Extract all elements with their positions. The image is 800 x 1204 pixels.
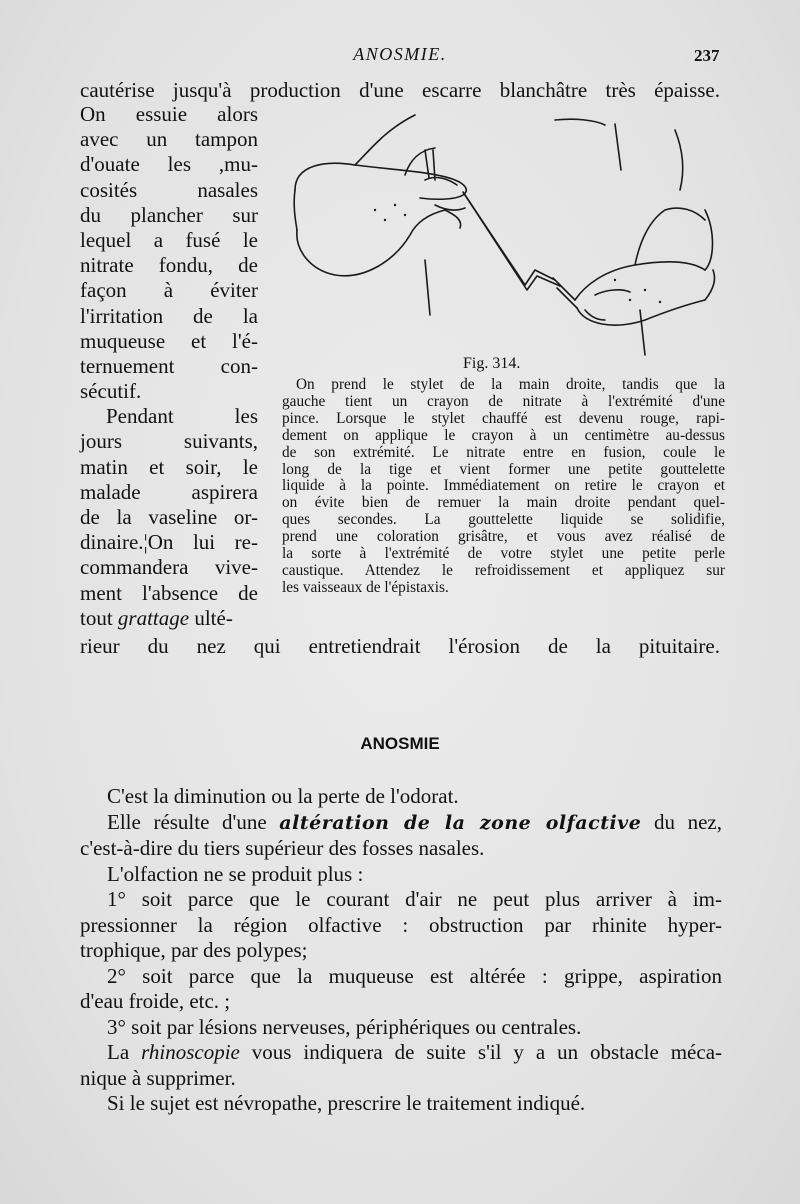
paragraph-line: Si le sujet est névropathe, prescrire le traitement indiqué. (107, 1091, 586, 1115)
italic-term: rhinoscopie (141, 1040, 240, 1064)
left-line: malade aspirera (80, 479, 258, 504)
paragraph-line: 1° soit parce que le courant d'air ne peut plus arriver à im- (107, 887, 722, 911)
text-line-top: cautérise jusqu'à production d'une escarre blanchâtre très épaisse. (80, 78, 720, 102)
paragraph-line (80, 810, 722, 837)
section-body (80, 784, 722, 1117)
paragraph-line: pressionner la région olfactive : obstruction par rhinite hyper- (80, 912, 722, 937)
left-line: du plancher sur (80, 202, 258, 227)
caption-line: dement on applique le crayon à un centimètre au-dessus (282, 426, 725, 444)
caption-line: ques secondes. La gouttelette liquide se solidifie, (282, 511, 725, 529)
running-header: ANOSMIE. (353, 44, 447, 64)
caption-line: la sorte à l'extrémité de votre stylet une petite perle (282, 545, 725, 563)
paragraph-line: nique à supprimer. (80, 1065, 236, 1090)
text-span: La (107, 1040, 142, 1064)
caption-line: On prend le stylet de la main droite, tandis que la (296, 376, 725, 393)
text-span: tout (80, 605, 118, 630)
page-number: 237 (694, 46, 720, 65)
text-span: du nez, (641, 809, 722, 834)
paragraph-line: trophique, par des polypes; (80, 938, 308, 962)
left-line: dinaire.¦On lui re- (80, 530, 258, 555)
caption-line: de son extrémité. Le nitrate entre en fusion, coule le (282, 443, 725, 461)
paragraph-line (80, 1040, 722, 1066)
figure-label: Fig. 314. (463, 355, 521, 372)
left-line: matin et soir, le (80, 454, 258, 479)
paragraph-line: 3° soit par lésions nerveuses, périphériques ou centrales. (107, 1014, 582, 1039)
left-line: muqueuse et l'é- (80, 328, 258, 353)
caption-line: prend une coloration grisâtre, et vous avez réalisé de (282, 528, 725, 546)
left-line: sécutif. (80, 379, 142, 404)
left-line: l'irritation de la (80, 303, 258, 328)
left-line: jours suivants, (80, 429, 258, 454)
paragraph-line: C'est la diminution ou la perte de l'odorat. (107, 784, 459, 808)
left-line: avec un tampon (80, 127, 258, 152)
caption-line: pince. Lorsque le stylet chauffé est devenu rouge, rapi- (282, 409, 725, 427)
left-line: ment l'absence de (80, 580, 258, 605)
text-line-after-figure: rieur du nez qui entretiendrait l'érosion de la pituitaire. (80, 634, 720, 658)
left-line: ternuement con- (80, 353, 258, 378)
caption-line: gauche tient un crayon de nitrate à l'extrémité d'une (282, 392, 725, 410)
caption-line: liquide à la pointe. Immédiatement on retire le crayon et (282, 477, 725, 495)
caption-line: long de la tige et vient former une petite gouttelette (282, 460, 725, 478)
left-line: lequel a fusé le (80, 227, 258, 252)
caption-line: on évite bien de remuer la main droite pendant quel- (282, 494, 725, 512)
left-line: On essuie alors (80, 102, 258, 126)
section-title: ANOSMIE (360, 734, 440, 753)
paragraph-line: c'est-à-dire du tiers supérieur des fosses nasales. (80, 836, 485, 860)
left-line: de la vaseline or- (80, 505, 258, 529)
figure-illustration (285, 110, 725, 360)
paragraph-line: d'eau froide, etc. ; (80, 989, 231, 1013)
left-line: commandera vive- (80, 555, 258, 580)
left-line-last (80, 606, 258, 631)
left-line: façon à éviter (80, 278, 258, 303)
left-line: cosités nasales (80, 177, 258, 202)
text-span: vous indiquera de suite s'il y a un obstacle méca- (239, 1040, 723, 1064)
left-line: Pendant les (106, 404, 258, 429)
text-span: Elle résulte d'une (107, 809, 280, 834)
caption-line: les vaisseaux de l'épistaxis. (282, 578, 449, 596)
left-line: nitrate fondu, de (80, 253, 258, 278)
text-span: ulté- (189, 605, 233, 630)
figure-caption (282, 377, 725, 597)
italic-term: grattage (117, 605, 190, 630)
emphasis-term: altération de la zone olfactive (279, 811, 642, 834)
paragraph-line: L'olfaction ne se produit plus : (107, 861, 364, 886)
caption-line: caustique. Attendez le refroidissement et appliquez sur (282, 561, 725, 579)
paragraph-line: 2° soit parce que la muqueuse est altérée : grippe, aspiration (107, 963, 722, 988)
left-column-text (80, 102, 258, 631)
left-line: d'ouate les ,mu- (80, 152, 258, 177)
